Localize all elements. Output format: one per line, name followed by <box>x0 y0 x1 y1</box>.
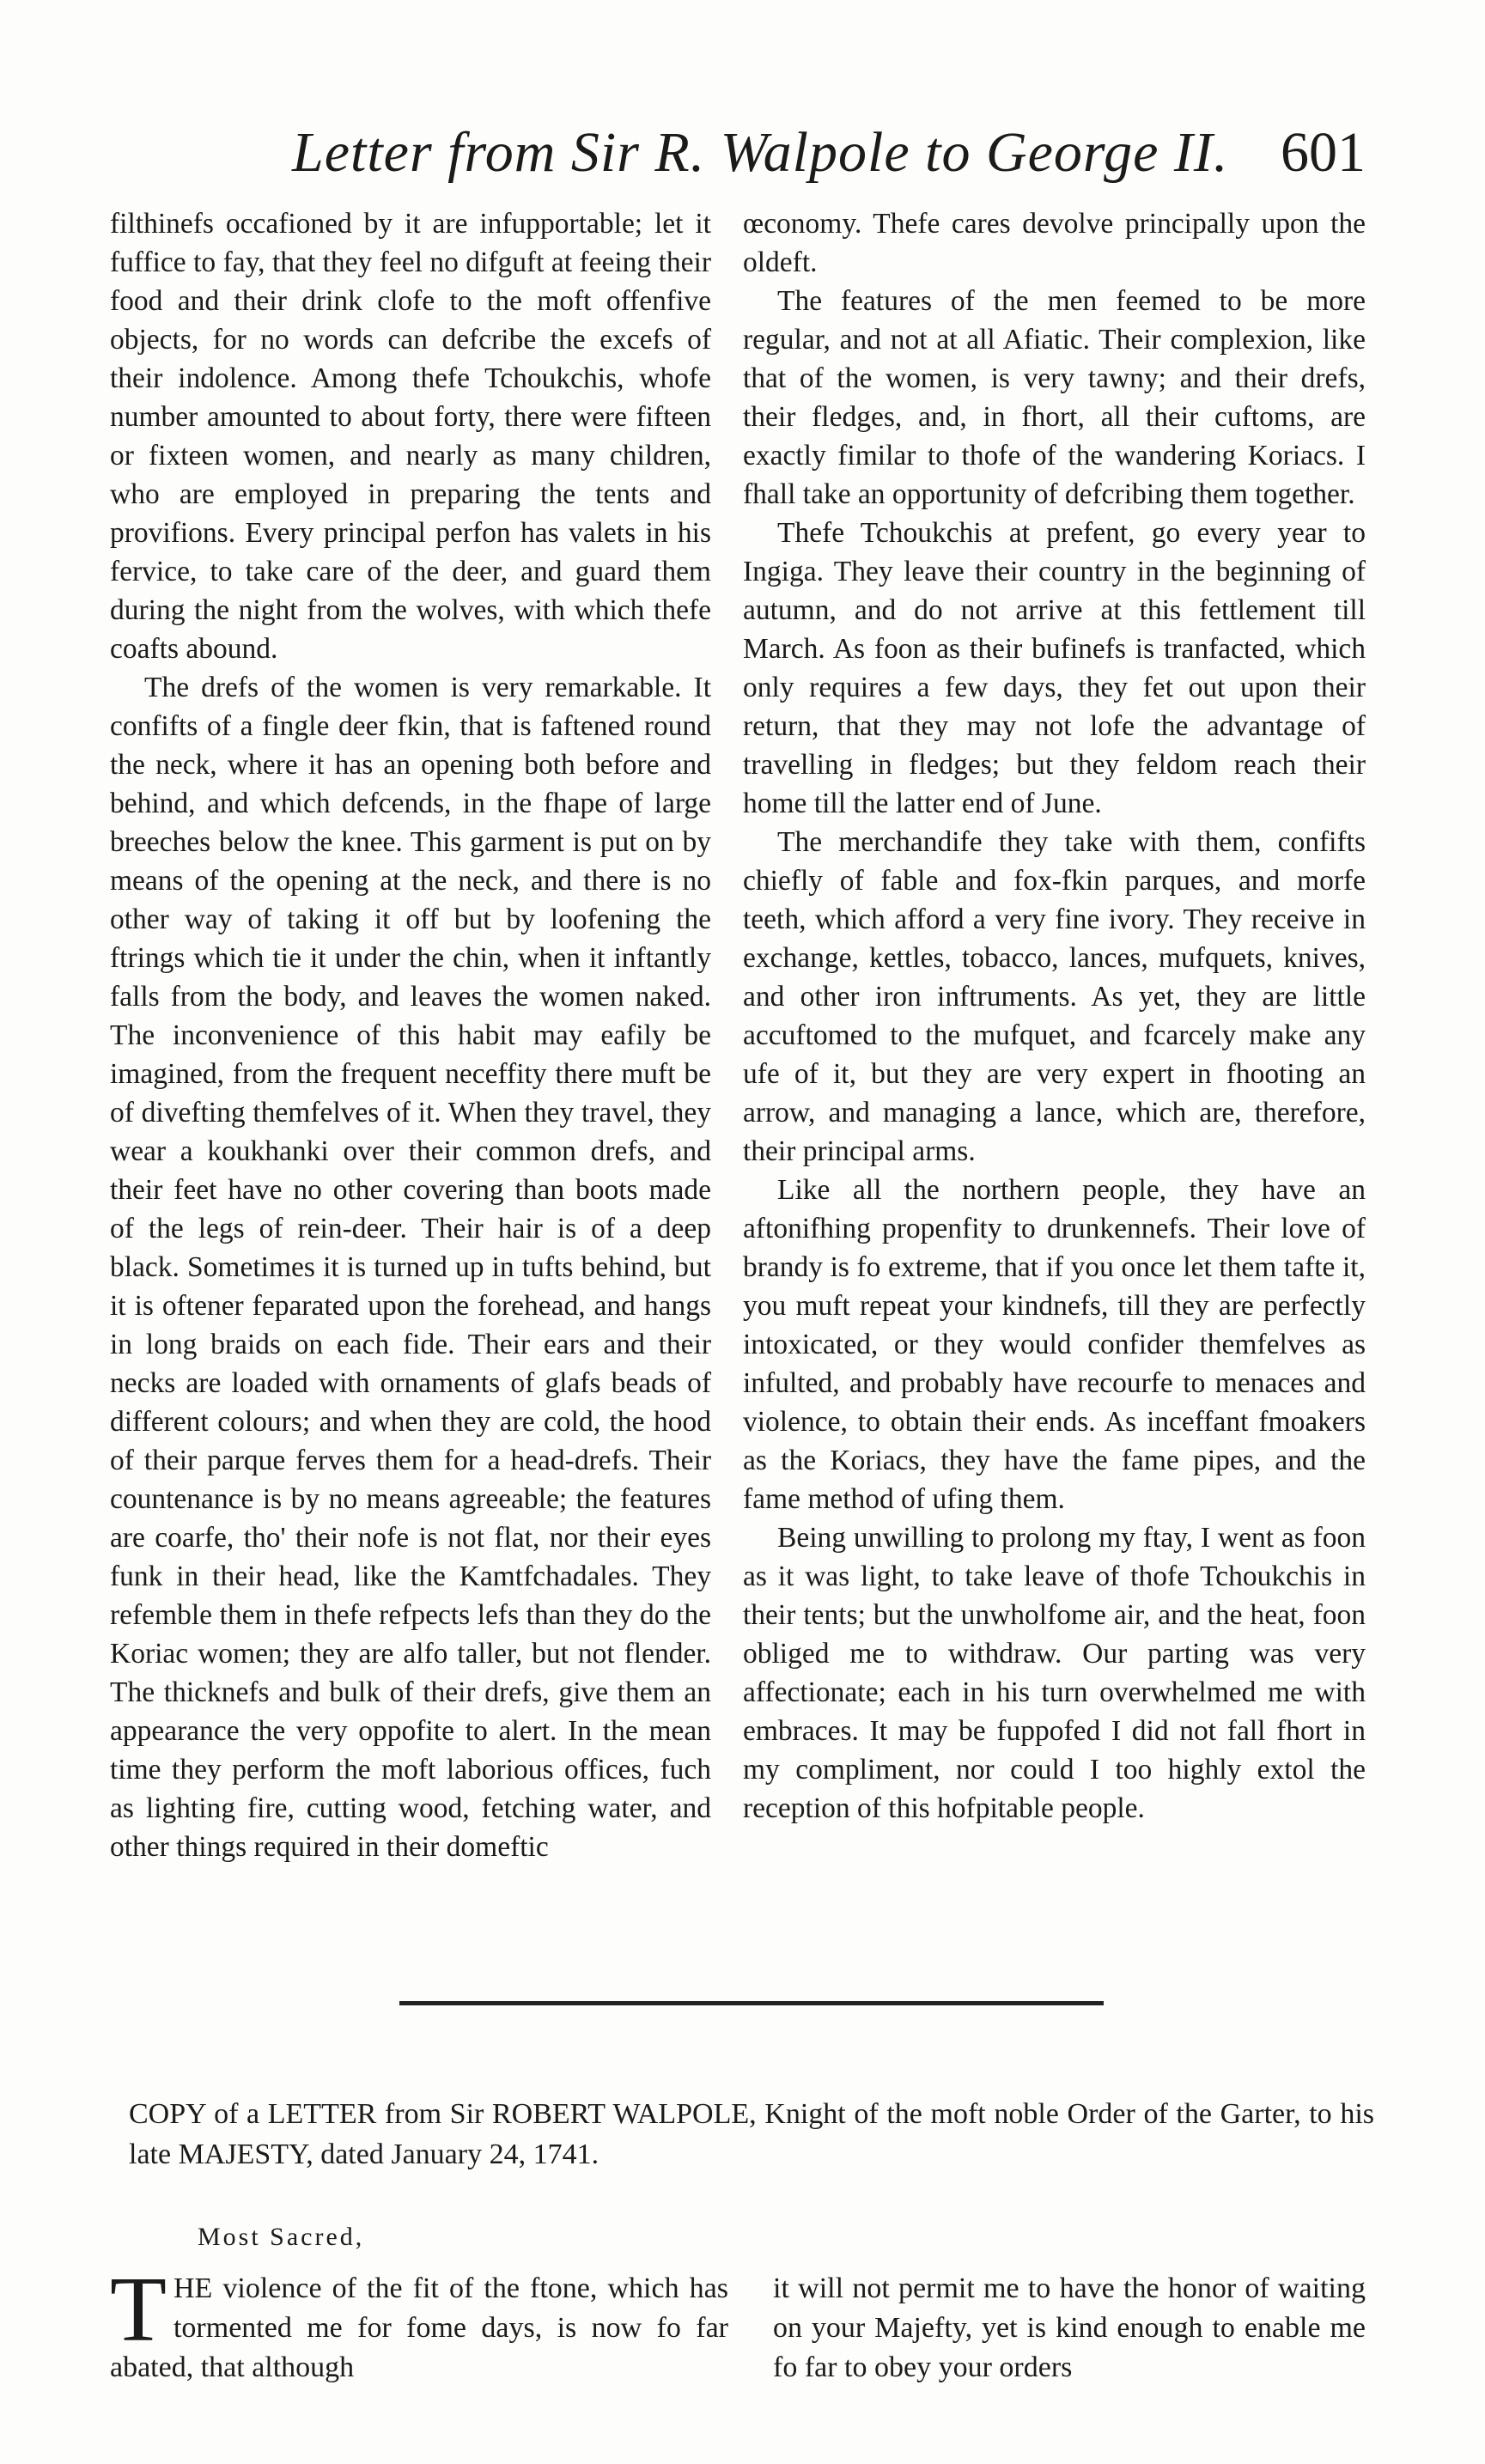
letter-salutation: Most Sacred, <box>198 2223 365 2251</box>
left-column <box>110 204 711 1866</box>
left-paragraph-1: filthinefs occafioned by it are infupportable; let it fuffice to fay, that they feel no difguft at feeing their food and their drink clofe to the moft offenfive objects, for no words can defcribe the excefs of their indolence. Among thefe Tchoukchis, whofe number amounted to about forty, there were fifteen or fixteen women, and nearly as many children, who are employed in preparing the tents and provifions. Every principal perfon has valets in his fervice, to take care of the deer, and guard them during the night from the wolves, with which thefe coafts abound. <box>110 208 711 665</box>
letter-left-text: HE violence of the fit of the ftone, which has tormented me for fome days, is now fo far abated, that although <box>110 2272 728 2383</box>
letter-heading: COPY of a LETTER from Sir ROBERT WALPOLE, Knight of the moft noble Order of the Garter, to his late MAJESTY, dated January 24, 1741. <box>129 2098 1374 2170</box>
right-paragraph-5: Like all the northern people, they have an aftonifhing propenfity to drunkennefs. Their love of brandy is fo extreme, that if you once let them tafte it, you muft repeat your kindnefs, till they are perfectly intoxicated, or they would confider themfelves as infulted, and probably have recourfe to menaces and violence, to obtain their ends. As inceffant fmoakers as the Koriacs, they have the fame pipes, and the fame method of ufing them. <box>743 1174 1366 1515</box>
running-title: Letter from Sir R. Walpole to George II. <box>292 121 1229 184</box>
page-number: 601 <box>1281 121 1366 184</box>
section-divider <box>399 2001 1104 2005</box>
right-paragraph-6: Being unwilling to prolong my ftay, I went as foon as it was light, to take leave of thofe Tchoukchis in their tents; but the unwholfome air, and the heat, foon obliged me to withdraw. Our parting was very affectionate; each in his turn overwhelmed me with embraces. It may be fuppofed I did not fall fhort in my compliment, nor could I too highly extol the reception of this hofpitable people. <box>743 1522 1366 1824</box>
right-paragraph-2: The features of the men feemed to be more regular, and not at all Afiatic. Their complexion, like that of the women, is very tawny; and their drefs, their fledges, and, in fhort, all their cuftoms, are exactly fimilar to thofe of the wandering Koriacs. I fhall take an opportunity of defcribing them together. <box>743 285 1366 510</box>
drop-cap: T <box>110 2259 167 2361</box>
letter-right-text: it will not permit me to have the honor of waiting on your Majefty, yet is kind enough to enable me fo far to obey your orders <box>773 2272 1366 2383</box>
letter-right-column <box>773 2269 1366 2388</box>
right-paragraph-4: The merchandife they take with them, confifts chiefly of fable and fox-fkin parques, and morfe teeth, which afford a very fine ivory. They receive in exchange, kettles, tobacco, lances, mufquets, knives, and other iron inftruments. As yet, they are little accuftomed to the mufquet, and fcarcely make any ufe of it, but they are very expert in fhooting an arrow, and managing a lance, which are, therefore, their principal arms. <box>743 826 1366 1167</box>
right-paragraph-1: œconomy. Thefe cares devolve principally upon the oldeft. <box>743 208 1366 278</box>
letter-left-column <box>110 2259 728 2388</box>
running-header <box>292 119 1366 187</box>
right-paragraph-3: Thefe Tchoukchis at prefent, go every year to Ingiga. They leave their country in the beginning of autumn, and do not arrive at this fettlement till March. As foon as their bufinefs is tranfacted, which only requires a few days, they fet out upon their return, that they may not lofe the advantage of travelling in fledges; but they feldom reach their home till the latter end of June. <box>743 517 1366 819</box>
left-paragraph-2: The drefs of the women is very remarkable. It confifts of a fingle deer fkin, that is faftened round the neck, where it has an opening both before and behind, and which defcends, in the fhape of large breeches below the knee. This garment is put on by means of the opening at the neck, and there is no other way of taking it off but by loofening the ftrings which tie it under the chin, when it inftantly falls from the body, and leaves the women naked. The inconvenience of this habit may eafily be imagined, from the frequent neceffity there muft be of divefting themfelves of it. When they travel, they wear a koukhanki over their common drefs, and their feet have no other covering than boots made of the legs of rein-deer. Their hair is of a deep black. Sometimes it is turned up in tufts behind, but it is oftener feparated upon the forehead, and hangs in long braids on each fide. Their ears and their necks are loaded with ornaments of glafs beads of different colours; and when they are cold, the hood of their parque ferves them for a head-drefs. Their countenance is by no means agreeable; the features are coarfe, tho' their nofe is not flat, nor their eyes funk in their head, like the Kamtfchadales. They refemble them in thefe refpects lefs than they do the Koriac women; they are alfo taller, but not flender. The thicknefs and bulk of their drefs, give them an appearance the very oppofite to alert. In the mean time they perform the moft laborious offices, fuch as lighting fire, cutting wood, fetching water, and other things required in their domeftic <box>110 672 711 1863</box>
right-column <box>743 204 1366 1828</box>
